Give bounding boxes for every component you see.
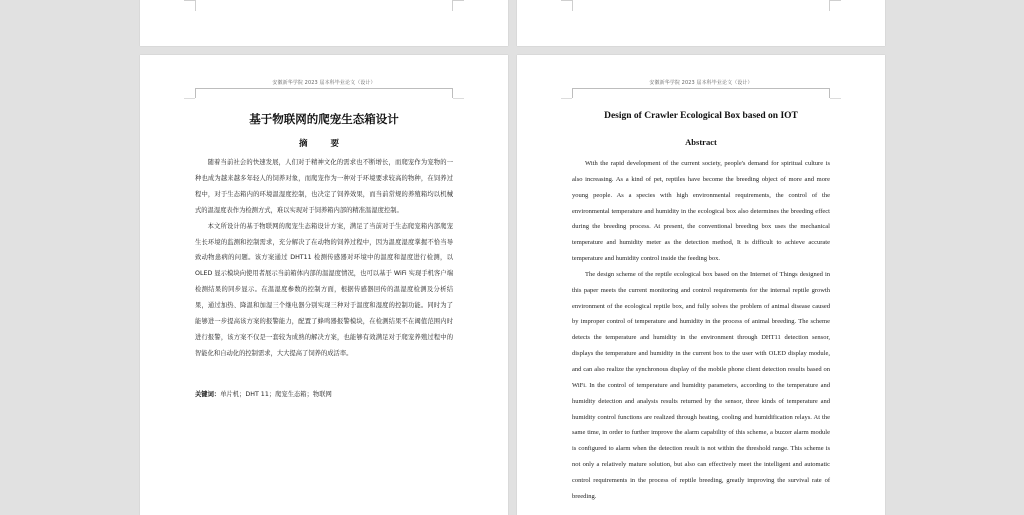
keywords-label: 关键词： [195,391,221,398]
crop-mark [829,0,830,11]
margin-mark [830,98,841,99]
crop-mark [561,0,572,1]
margin-mark [453,98,464,99]
page-english-abstract [517,55,885,515]
crop-mark [195,0,196,11]
abstract-paragraph: 随着当前社会的快速发展，人们对于精神文化的需求也不断增长，而爬宠作为宠物的一种也成为越来越多年轻人的饲养对象，而爬宠作为一种对于环境要求较高的物种，在饲养过程中，对于生态箱内的环境温湿度控制，也决定了饲养效果，而当前常规的养殖箱均以机械式的温湿度表作为检测方式，难以实现对于饲养箱内部的精准温湿度控制。 [195,159,453,214]
crop-mark [572,0,573,11]
crop-mark [453,0,464,1]
abstract-paragraph: With the rapid development of the current society, people's demand for spiritual culture is also increasing. As a kind of pet, reptiles have become the breeding object of more and more young people. As a species with high environmental requirements, the control of the environmental temperature and humidity in the ecological box also determines the breeding effect during the breeding process. At present, the conventional breeding box uses the mechanical temperature and humidity meter as the detection method, It is difficult to achieve accurate temperature and humidity control inside the feeding box. [572,160,830,263]
abstract-paragraph: The design scheme of the reptile ecological box based on the Internet of Things designed in this paper meets the current monitoring and control requirements for the internal reptile growth environment of the ecological reptile box, and fully solves the problem of animal disease caused by improper control of temperature and humidity in the process of animal breeding. The scheme detects the temperature and humidity in the environment through DHT11 detection sensor, displays the temperature and humidity in the current box to the user with OLED display module, and can also realize the synchronous display of the mobile phone client detection results based on WiFi. In the control of temperature and humidity parameters, according to the temperature and humidity detection and analysis results returned by the sensor, three kinds of temperature and humidity control functions are realized through heating, cooling and humidification relays. At the same time, in order to further improve the alarm capability of this scheme, a buzzer alarm module is configured to alarm when the detection result is not within the threshold range. This scheme is not only a relatively mature solution, but also can effectively meet the intelligent and automatic control requirements in the process of reptile breeding, greatly improving the survival rate of breeding. [572,270,830,500]
abstract-body [572,156,830,505]
crop-mark [830,0,841,1]
abstract-paragraph: 本文所设计的基于物联网的爬宠生态箱设计方案，满足了当前对于生态爬宠箱内部爬宠生长环境的监测和控制需求，充分解决了在动物的饲养过程中，因为温度湿度掌握不恰当导致动物患病的问题。该方案通过 DHT11 检测传感器对环境中的温度和湿度进行检测，以 OLED 显示模块向使用者展示当前箱体内部的温湿度情况，也可以基于 WiFi 实现手机客户端检测结果的同步显示。在温湿度参数的控制方面，根据传感器回传的温湿度检测及分析结果，通过加热、降温和加湿三个继电器分别实现三种对于温度和湿度的控制功能。同时为了能够进一步提高该方案的报警能力，配置了蜂鸣器报警模块，在检测结果不在阈值范围内时进行报警，该方案不仅是一套较为成熟的解决方案，也能够有效满足对于爬宠养殖过程中的智能化和自动化的控制需求，大大提高了饲养的成活率。 [195,222,453,357]
keywords [195,389,453,398]
page-header: 安徽新华学院 2023 届本科毕业论文（设计） [272,80,376,86]
page-header: 安徽新华学院 2023 届本科毕业论文（设计） [649,80,753,86]
margin-mark [561,98,572,99]
abstract-heading: 摘 要 [299,139,349,149]
previous-page-right [517,0,885,46]
abstract-heading: Abstract [685,137,717,147]
crop-mark [184,0,195,1]
page-content [572,55,830,500]
crop-mark [452,0,453,11]
page-content [195,55,453,475]
abstract-body [195,155,453,362]
previous-page-left [140,0,508,46]
margin-mark [184,98,195,99]
page-chinese-abstract [140,55,508,515]
thesis-title: Design of Crawler Ecological Box based on IOT [604,111,798,121]
keywords-value: 单片机；DHT 11；爬宠生态箱；物联网 [220,391,332,398]
thesis-title: 基于物联网的爬宠生态箱设计 [249,112,399,126]
